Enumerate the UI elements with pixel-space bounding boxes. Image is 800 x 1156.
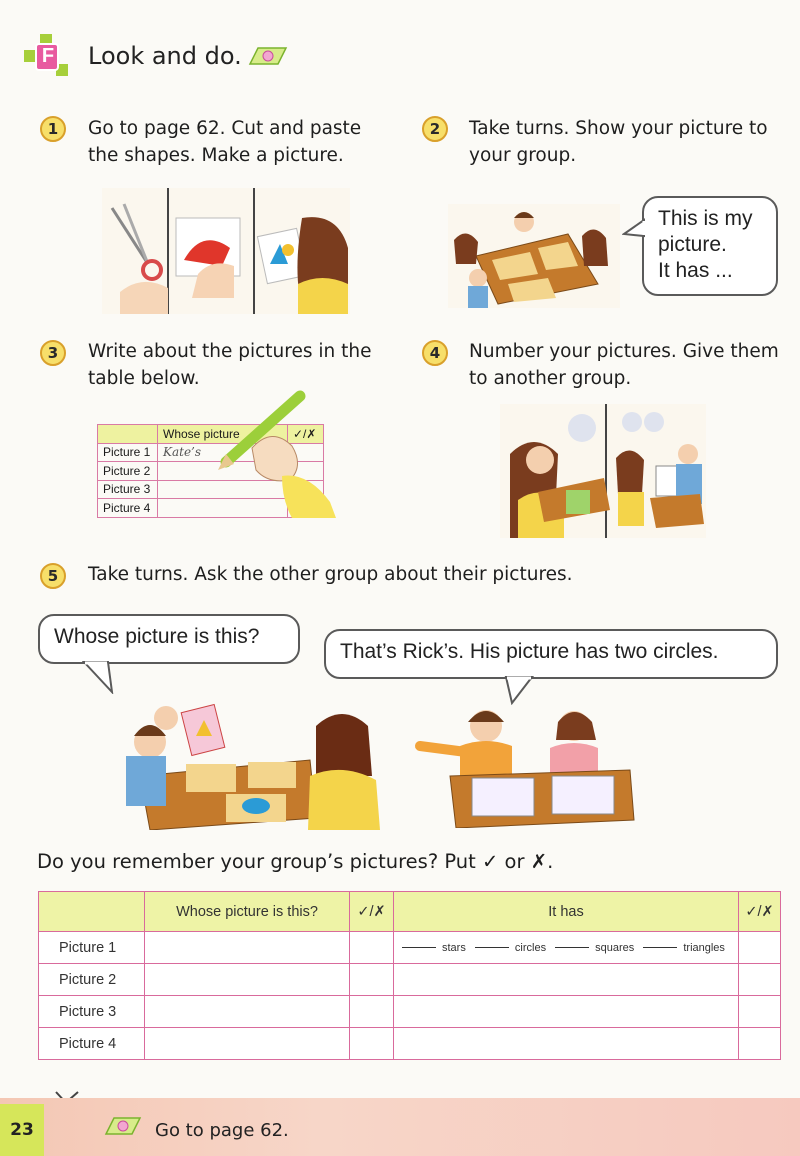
step-3-line-2: table below. xyxy=(88,368,200,389)
page-number: 23 xyxy=(0,1104,44,1156)
remember-prompt xyxy=(37,850,553,873)
footer-text: Go to page 62. xyxy=(155,1120,289,1141)
whose-cell[interactable] xyxy=(145,932,350,964)
step-number-3: 3 xyxy=(40,340,66,366)
table-row xyxy=(39,932,781,964)
step-2-illustration xyxy=(448,204,620,308)
mini-table-handwritten: Kate’s xyxy=(158,443,288,462)
step-1-line-2: the shapes. Make a picture. xyxy=(88,145,344,166)
it-has-triangles: triangles xyxy=(683,941,725,954)
step-4-line-2: to another group. xyxy=(469,368,632,389)
section-title: Look and do. xyxy=(88,42,242,70)
mini-table-row-label: Picture 3 xyxy=(98,480,158,499)
mini-table-row-label: Picture 1 xyxy=(98,443,158,462)
it-has-circles: circles xyxy=(514,941,547,954)
mini-table-header-whose: Whose picture xyxy=(158,425,288,444)
sticker-icon xyxy=(100,1114,144,1138)
table-row xyxy=(39,964,781,996)
group-scene-right xyxy=(410,700,640,828)
step-2-line-2: your group. xyxy=(469,145,577,166)
mini-table-row-label: Picture 2 xyxy=(98,462,158,481)
question-bubble-tail xyxy=(82,660,116,694)
step-1-text xyxy=(88,115,361,169)
check-cell[interactable] xyxy=(739,1028,781,1060)
remember-or: or xyxy=(498,850,531,873)
step-number-2: 2 xyxy=(422,116,448,142)
it-has-squares: squares xyxy=(595,941,635,954)
bubble-line-1: This is my xyxy=(658,207,753,230)
row-label: Picture 3 xyxy=(39,996,145,1028)
step-number-1: 1 xyxy=(40,116,66,142)
writing-hand-illustration xyxy=(212,390,342,518)
whose-cell[interactable] xyxy=(145,996,350,1028)
it-has-cell[interactable] xyxy=(394,1028,739,1060)
step-2-text xyxy=(469,115,768,169)
table-row xyxy=(39,1028,781,1060)
pictures-table xyxy=(38,891,781,1060)
step-1-illustration xyxy=(102,188,350,314)
step-4-text xyxy=(469,338,779,392)
group-scene-left xyxy=(110,696,400,830)
bubble-line-3: It has ... xyxy=(658,259,733,282)
row-label: Picture 2 xyxy=(39,964,145,996)
check-cell[interactable] xyxy=(350,932,394,964)
bubble-tail xyxy=(622,218,646,240)
cross-mark: ✗ xyxy=(530,850,548,873)
answer-bubble: That’s Rick’s. His picture has two circles. xyxy=(324,629,778,679)
it-has-stars: stars xyxy=(442,941,466,954)
step-number-5: 5 xyxy=(40,563,66,589)
step-3-text xyxy=(88,338,371,392)
table-header-it-has: It has xyxy=(394,892,739,932)
step-4-illustration xyxy=(500,404,706,538)
bubble-line-2: picture. xyxy=(658,233,727,256)
table-header-check-2: ✓/✗ xyxy=(739,892,781,932)
row-label: Picture 4 xyxy=(39,1028,145,1060)
sticker-icon xyxy=(242,44,290,68)
whose-cell[interactable] xyxy=(145,964,350,996)
step-2-speech-bubble xyxy=(642,196,778,296)
table-header-check-1: ✓/✗ xyxy=(350,892,394,932)
check-cell[interactable] xyxy=(350,964,394,996)
check-mark: ✓ xyxy=(482,850,499,873)
check-cell[interactable] xyxy=(739,996,781,1028)
table-row xyxy=(39,996,781,1028)
section-letter: F xyxy=(41,45,55,67)
it-has-cell[interactable] xyxy=(394,964,739,996)
check-cell[interactable] xyxy=(350,996,394,1028)
it-has-cell[interactable] xyxy=(394,996,739,1028)
table-header-whose: Whose picture is this? xyxy=(145,892,350,932)
table-corner xyxy=(39,892,145,932)
question-bubble: Whose picture is this? xyxy=(38,614,300,664)
check-cell[interactable] xyxy=(350,1028,394,1060)
check-cell[interactable] xyxy=(739,964,781,996)
step-number-4: 4 xyxy=(422,340,448,366)
remember-prompt-start: Do you remember your group’s pictures? Put xyxy=(37,850,483,873)
mini-table-row-label: Picture 4 xyxy=(98,499,158,518)
section-badge xyxy=(24,34,68,82)
it-has-cell[interactable] xyxy=(394,932,739,964)
step-4-line-1: Number your pictures. Give them xyxy=(469,341,779,362)
step-1-line-1: Go to page 62. Cut and paste xyxy=(88,118,362,139)
remember-period: . xyxy=(547,850,554,873)
mini-table-corner xyxy=(98,425,158,444)
mini-table-header-check: ✓/✗ xyxy=(288,425,324,444)
check-cell[interactable] xyxy=(739,932,781,964)
step-5-text: Take turns. Ask the other group about their pictures. xyxy=(88,564,573,585)
step-2-line-1: Take turns. Show your picture to xyxy=(469,118,768,139)
step-3-line-1: Write about the pictures in the xyxy=(88,341,372,362)
row-label: Picture 1 xyxy=(39,932,145,964)
whose-cell[interactable] xyxy=(145,1028,350,1060)
